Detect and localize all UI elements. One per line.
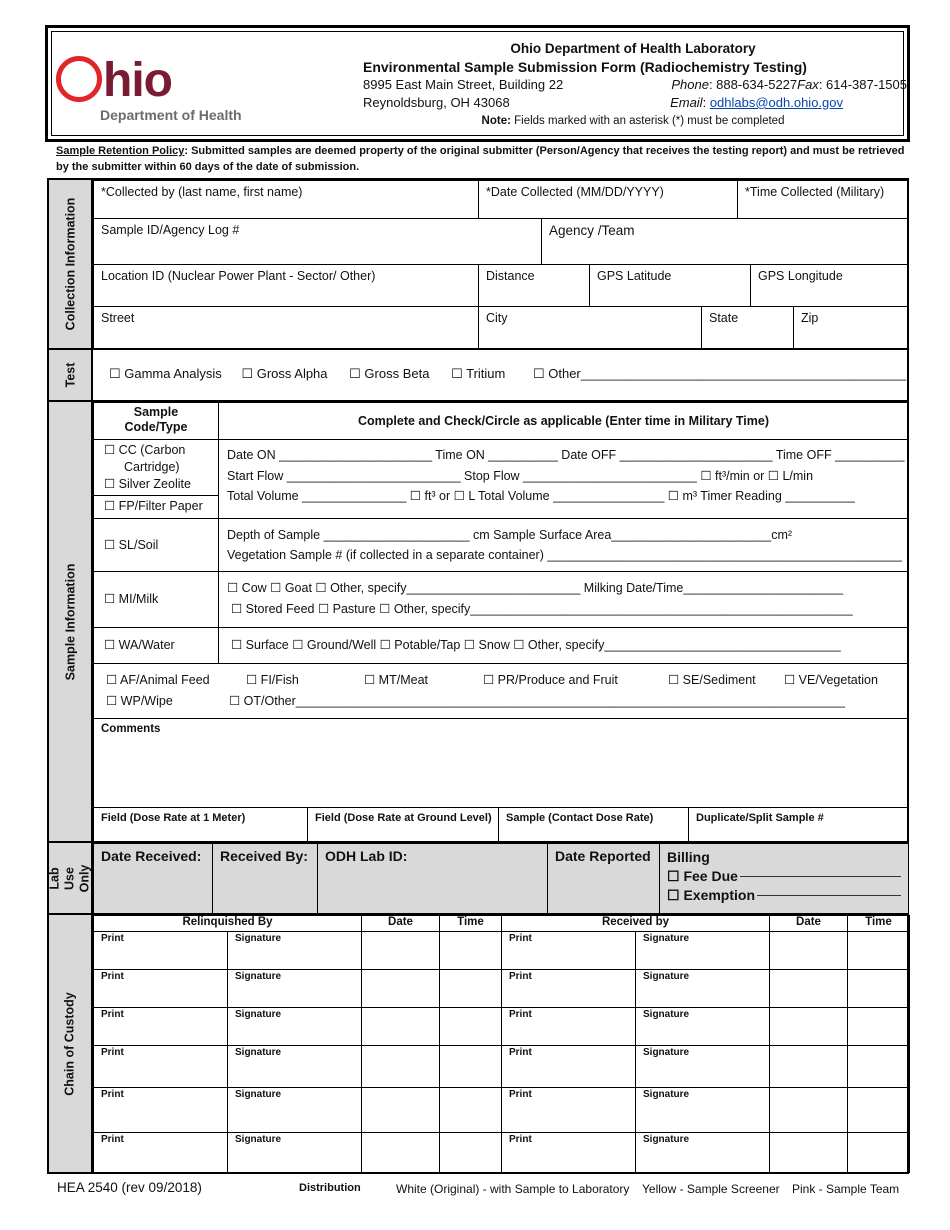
soil-checkbox[interactable]: ☐ SL/Soil <box>93 518 219 572</box>
relinquished-date-field[interactable] <box>361 1132 440 1173</box>
date-reported-field[interactable]: Date Reported <box>547 843 660 915</box>
billing-label: Billing <box>667 849 710 865</box>
received-date-field[interactable] <box>769 1087 848 1133</box>
relinquished-time-field[interactable] <box>439 931 502 970</box>
relinquished-print-field[interactable]: Print <box>93 1087 228 1133</box>
received-print-field[interactable]: Print <box>501 931 636 970</box>
relinquished-date-header: Date <box>361 915 440 932</box>
odh-logo <box>56 53 266 133</box>
distribution-label: Distribution <box>299 1182 361 1194</box>
dose-contact-field[interactable]: Sample (Contact Dose Rate) <box>498 807 689 843</box>
phone-value: : 888-634-5227 <box>708 77 798 92</box>
policy-text: : Submitted samples are deemed property of the original submitter (Person/Agency that receives the testing report) and must be retrieved by the submitter within 60 days of the date of submission. <box>56 145 905 173</box>
collection-section <box>47 178 909 350</box>
relinquished-print-field[interactable]: Print <box>93 931 228 970</box>
address-line1: 8995 East Main Street, Building 22 <box>363 77 564 92</box>
time-collected-field[interactable]: *Time Collected (Military) <box>737 180 909 219</box>
relinquished-print-field[interactable]: Print <box>93 1132 228 1173</box>
duplicate-sample-field[interactable]: Duplicate/Split Sample # <box>688 807 909 843</box>
vegetation-sample-line[interactable]: Vegetation Sample # (if collected in a separate container) ___________________________________________________ <box>227 548 902 562</box>
produce-checkbox[interactable]: ☐ PR/Produce and Fruit <box>483 673 618 687</box>
comments-field[interactable]: Comments <box>93 718 909 808</box>
lab-section <box>47 841 909 915</box>
misc-sample-types <box>93 663 909 719</box>
received-date-field[interactable] <box>769 931 848 970</box>
received-time-field[interactable] <box>847 969 910 1008</box>
distribution-pink: Pink - Sample Team <box>792 1182 900 1196</box>
received-date-field[interactable] <box>769 1045 848 1088</box>
received-print-field[interactable]: Print <box>501 1045 636 1088</box>
relinquished-date-field[interactable] <box>361 931 440 970</box>
received-signature-field[interactable]: Signature <box>635 931 770 970</box>
air-volume-line[interactable]: Total Volume _______________ ☐ ft³ or ☐ L Total Volume ________________ ☐ m³ Timer Reading __________ <box>227 489 855 503</box>
form-number: HEA 2540 (rev 09/2018) <box>57 1180 202 1195</box>
gps-latitude-field[interactable]: GPS Latitude <box>589 264 751 307</box>
air-flow-line[interactable]: Start Flow _________________________ Stop Flow _________________________ ☐ ft³/min or ☐ L/min <box>227 468 814 483</box>
agency-team-field[interactable]: Agency /Team <box>541 218 909 265</box>
relinquished-time-header: Time <box>439 915 502 932</box>
received-time-field[interactable] <box>847 1007 910 1046</box>
milk-feed-line[interactable]: ☐ Stored Feed ☐ Pasture ☐ Other, specify_______________________________________________________ <box>231 602 853 616</box>
collected-by-field[interactable]: *Collected by (last name, first name) <box>93 180 479 219</box>
sample-code-header: Sample Code/Type <box>93 402 219 440</box>
billing-box <box>659 843 909 915</box>
beta-checkbox[interactable]: ☐ Gross Beta <box>349 366 430 381</box>
city-field[interactable]: City <box>478 306 702 350</box>
relinquished-date-field[interactable] <box>361 1045 440 1088</box>
relinquished-time-field[interactable] <box>439 1045 502 1088</box>
relinquished-by-header: Relinquished By <box>93 915 362 932</box>
form-header: hio Department of Health Ohio Department of Health Laboratory Environmental Sample Submission Form (Radiochemistry Testing) 8995 East Main Street, Building 22 Phone: 888-634-5227Fax: 614-387-1505 Reynoldsburg, OH 43068 Email: odhlabs@odh.ohio.gov Note: Fields marked with an asterisk (*) must be completed <box>45 25 910 142</box>
email-link[interactable]: odhlabs@odh.ohio.gov <box>709 95 843 110</box>
air-codes <box>93 439 219 519</box>
relinquished-signature-field[interactable]: Signature <box>227 1007 362 1046</box>
odh-lab-id-field[interactable]: ODH Lab ID: <box>317 843 548 915</box>
relinquished-signature-field[interactable]: Signature <box>227 969 362 1008</box>
fish-checkbox[interactable]: ☐ FI/Fish <box>246 673 299 687</box>
silver-zeolite-checkbox[interactable]: ☐ Silver Zeolite <box>104 477 191 491</box>
air-dates-line[interactable]: Date ON ______________________ Time ON __________ Date OFF ______________________ Time OFF __________ <box>227 448 905 462</box>
street-field[interactable]: Street <box>93 306 479 350</box>
fax-label: Fax <box>797 77 819 92</box>
exemption-checkbox[interactable]: ☐ Exemption <box>667 887 756 903</box>
water-checkbox[interactable]: ☐ WA/Water <box>93 627 219 664</box>
received-print-field[interactable]: Print <box>501 1132 636 1173</box>
water-source-line[interactable]: ☐ Surface ☐ Ground/Well ☐ Potable/Tap ☐ Snow ☐ Other, specify__________________________________ <box>218 627 909 664</box>
received-date-field[interactable] <box>769 1132 848 1173</box>
relinquished-print-field[interactable]: Print <box>93 969 228 1008</box>
alpha-checkbox[interactable]: ☐ Gross Alpha <box>241 366 328 381</box>
instructions-header: Complete and Check/Circle as applicable (Enter time in Military Time) <box>218 402 909 440</box>
sample-section <box>47 400 909 843</box>
logo-word: hio <box>103 54 172 107</box>
milk-animal-line[interactable]: ☐ Cow ☐ Goat ☐ Other, specify_________________________ Milking Date/Time_______________________ <box>227 581 844 595</box>
test-label: Test <box>63 362 77 388</box>
cc-checkbox[interactable]: ☐ CC (Carbon <box>104 443 186 457</box>
org-name: Ohio Department of Health Laboratory <box>510 41 756 56</box>
received-signature-field[interactable]: Signature <box>635 1132 770 1173</box>
other-test-checkbox[interactable]: ☐ Other_____________________________________________ <box>532 366 907 381</box>
location-id-field[interactable]: Location ID (Nuclear Power Plant - Sector/ Other) <box>93 264 479 307</box>
received-time-field[interactable] <box>847 1087 910 1133</box>
zip-field[interactable]: Zip <box>793 306 909 350</box>
received-date-field[interactable] <box>769 969 848 1008</box>
dose-1m-field[interactable]: Field (Dose Rate at 1 Meter) <box>93 807 308 843</box>
received-by-field[interactable]: Received By: <box>212 843 318 915</box>
filter-paper-checkbox[interactable]: ☐ FP/Filter Paper <box>94 495 218 517</box>
gamma-checkbox[interactable]: ☐ Gamma Analysis <box>109 366 222 381</box>
relinquished-signature-field[interactable]: Signature <box>227 1087 362 1133</box>
other-sample-checkbox[interactable]: ☐ OT/Other_______________________________________________________________________________ <box>229 694 845 708</box>
form-title: Environmental Sample Submission Form (Radiochemistry Testing) <box>363 59 807 75</box>
received-date-field[interactable] <box>769 1007 848 1046</box>
received-print-field[interactable]: Print <box>501 1087 636 1133</box>
relinquished-date-field[interactable] <box>361 1007 440 1046</box>
received-signature-field[interactable]: Signature <box>635 1087 770 1133</box>
vegetation-checkbox[interactable]: ☐ VE/Vegetation <box>784 673 878 687</box>
sediment-checkbox[interactable]: ☐ SE/Sediment <box>668 673 756 687</box>
relinquished-time-field[interactable] <box>439 969 502 1008</box>
received-time-field[interactable] <box>847 1045 910 1088</box>
sample-label: Sample Information <box>63 563 77 680</box>
received-print-field[interactable]: Print <box>501 1007 636 1046</box>
logo-o-ring <box>56 56 102 102</box>
received-time-field[interactable] <box>847 931 910 970</box>
received-print-field[interactable]: Print <box>501 969 636 1008</box>
lab-label: Lab Use Only <box>47 864 92 892</box>
received-by-header: Received by <box>501 915 770 932</box>
distance-field[interactable]: Distance <box>478 264 590 307</box>
dose-ground-field[interactable]: Field (Dose Rate at Ground Level) <box>307 807 499 843</box>
retention-policy <box>56 143 906 175</box>
milk-details <box>218 571 909 628</box>
test-section <box>47 348 909 402</box>
fax-value: : 614-387-1505 <box>818 77 907 92</box>
cc-label-cont: Cartridge) <box>124 460 180 474</box>
phone-label: Phone <box>671 77 709 92</box>
collection-label: Collection Information <box>63 197 78 331</box>
relinquished-print-field[interactable]: Print <box>93 1007 228 1046</box>
tritium-checkbox[interactable]: ☐ Tritium <box>451 366 506 381</box>
animal-feed-checkbox[interactable]: ☐ AF/Animal Feed <box>106 673 210 687</box>
relinquished-signature-field[interactable]: Signature <box>227 931 362 970</box>
meat-checkbox[interactable]: ☐ MT/Meat <box>364 673 428 687</box>
received-signature-field[interactable]: Signature <box>635 1045 770 1088</box>
relinquished-time-field[interactable] <box>439 1087 502 1133</box>
logo-dept: Department of Health <box>100 107 242 123</box>
note-text: Fields marked with an asterisk (*) must be completed <box>510 115 785 127</box>
email-label: Email <box>670 95 703 110</box>
state-field[interactable]: State <box>701 306 794 350</box>
fee-due-checkbox[interactable]: ☐ Fee Due <box>667 868 738 884</box>
relinquished-date-field[interactable] <box>361 1087 440 1133</box>
relinquished-signature-field[interactable]: Signature <box>227 1132 362 1173</box>
gps-longitude-field[interactable]: GPS Longitude <box>750 264 909 307</box>
distribution-yellow: Yellow - Sample Screener <box>642 1182 780 1196</box>
milk-checkbox[interactable]: ☐ MI/Milk <box>93 571 219 628</box>
received-signature-field[interactable]: Signature <box>635 1007 770 1046</box>
distribution-white: White (Original) - with Sample to Laboratory <box>396 1182 630 1196</box>
wipe-checkbox[interactable]: ☐ WP/Wipe <box>106 694 173 708</box>
relinquished-signature-field[interactable]: Signature <box>227 1045 362 1088</box>
date-received-field[interactable]: Date Received: <box>93 843 213 915</box>
soil-depth-line[interactable]: Depth of Sample _____________________ cm Sample Surface Area_______________________cm² <box>227 528 793 542</box>
custody-label: Chain of Custody <box>63 991 77 1096</box>
air-details <box>218 439 909 519</box>
received-time-header: Time <box>847 915 910 932</box>
relinquished-time-field[interactable] <box>439 1007 502 1046</box>
received-date-header: Date <box>769 915 848 932</box>
received-time-field[interactable] <box>847 1132 910 1173</box>
sample-id-field[interactable]: Sample ID/Agency Log # <box>93 218 542 265</box>
relinquished-date-field[interactable] <box>361 969 440 1008</box>
date-collected-field[interactable]: *Date Collected (MM/DD/YYYY) <box>478 180 738 219</box>
soil-details <box>218 518 909 572</box>
relinquished-print-field[interactable]: Print <box>93 1045 228 1088</box>
received-signature-field[interactable]: Signature <box>635 969 770 1008</box>
note-label: Note: <box>481 115 511 127</box>
policy-label: Sample Retention Policy <box>56 145 185 157</box>
relinquished-time-field[interactable] <box>439 1132 502 1173</box>
custody-section <box>47 913 909 1174</box>
address-line2: Reynoldsburg, OH 43068 <box>363 95 510 110</box>
